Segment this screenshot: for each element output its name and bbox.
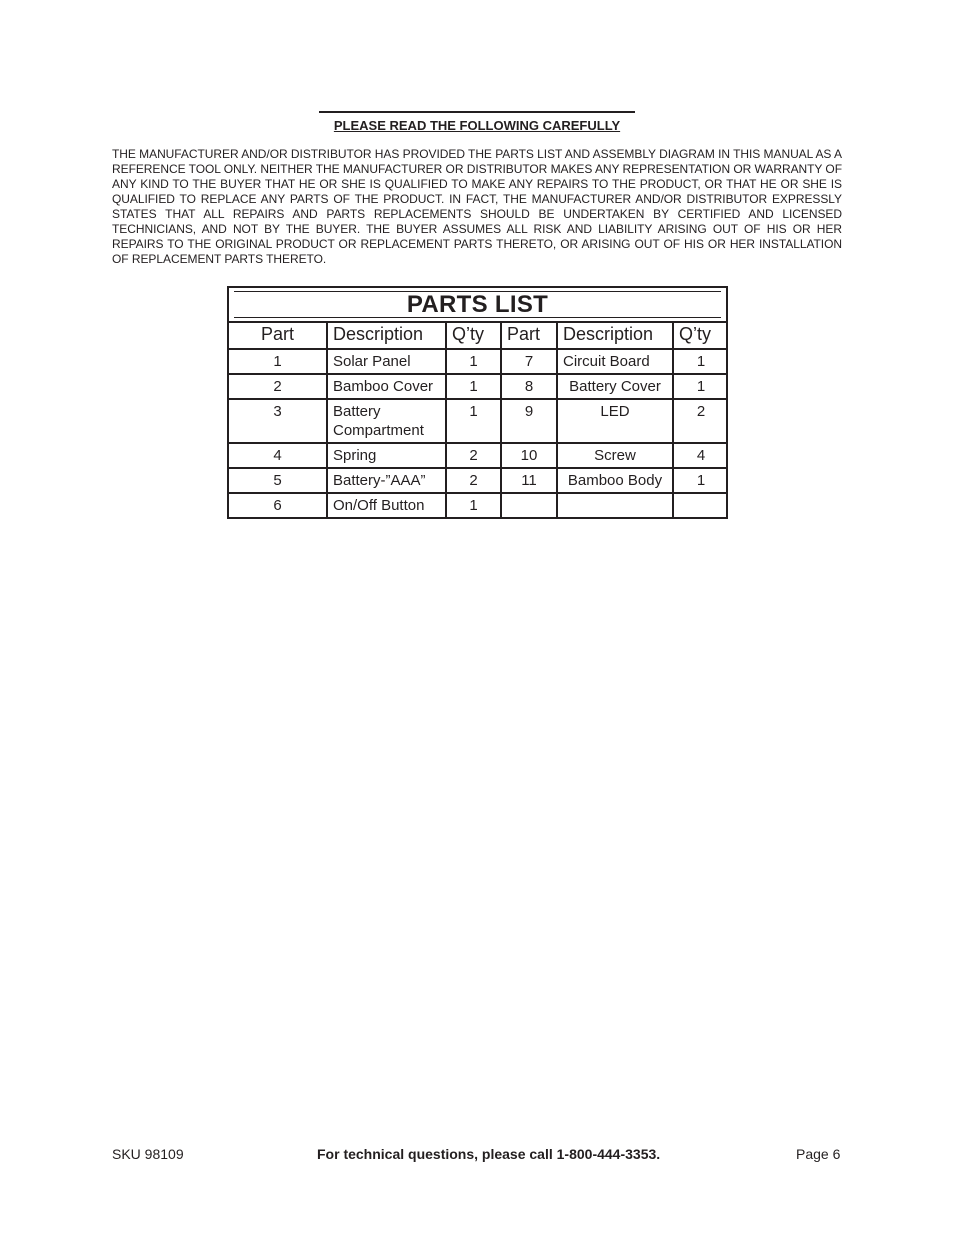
part-description: Battery Compartment — [327, 399, 446, 443]
part-description: Bamboo Body — [557, 468, 673, 493]
table-row — [229, 374, 728, 399]
notice-heading: PLEASE READ THE FOLLOWING CAREFULLY — [319, 111, 635, 133]
part-number: 9 — [501, 399, 557, 443]
part-qty: 2 — [673, 399, 728, 443]
part-number: 11 — [501, 468, 557, 493]
part-description: Solar Panel — [327, 349, 446, 374]
part-number: 3 — [229, 399, 327, 443]
header-part: Part — [229, 322, 327, 349]
table-row — [229, 349, 728, 374]
footer-tech-support: For technical questions, please call 1-800-444-3353. — [317, 1146, 661, 1162]
table-row — [229, 443, 728, 468]
part-number — [501, 493, 557, 518]
header-qty: Q’ty — [446, 322, 501, 349]
part-description: Battery Cover — [557, 374, 673, 399]
parts-table — [229, 321, 728, 519]
parts-table-header — [229, 322, 728, 349]
part-description: On/Off Button — [327, 493, 446, 518]
part-qty: 1 — [673, 374, 728, 399]
part-qty: 1 — [446, 374, 501, 399]
disclaimer-text: THE MANUFACTURER AND/OR DISTRIBUTOR HAS PROVIDED THE PARTS LIST AND ASSEMBLY DIAGRAM IN THIS MANUAL AS A REFERENCE TOOL ONLY. NEITHER THE MANUFACTURER OR DISTRIBUTOR MAKES ANY REPRESENTATION OR WARRANTY OF ANY KIND TO THE BUYER THAT HE OR SHE IS QUALIFIED TO MAKE ANY REPAIRS TO THE PRODUCT, OR THAT HE OR SHE IS QUALIFIED TO REPLACE ANY PARTS OF THE PRODUCT. IN FACT, THE MANUFACTURER AND/OR DISTRIBUTOR EXPRESSLY STATES THAT ALL REPAIRS AND PARTS REPLACEMENTS SHOULD BE UNDERTAKEN BY CERTIFIED AND LICENSED TECHNICIANS, AND NOT BY THE BUYER. THE BUYER ASSUMES ALL RISK AND LIABILITY ARISING OUT OF HIS OR HER REPAIRS TO THE ORIGINAL PRODUCT OR REPLACEMENT PARTS THERETO, OR ARISING OUT OF HIS OR HER INSTALLATION OF REPLACEMENT PARTS THERETO. — [112, 147, 843, 266]
header-part-2: Part — [501, 322, 557, 349]
part-qty — [673, 493, 728, 518]
header-qty-2: Q’ty — [673, 322, 728, 349]
part-number: 10 — [501, 443, 557, 468]
part-qty: 4 — [673, 443, 728, 468]
footer-page-number: Page 6 — [796, 1146, 841, 1162]
part-number: 8 — [501, 374, 557, 399]
header-description-2: Description — [557, 322, 673, 349]
part-description: Bamboo Cover — [327, 374, 446, 399]
table-row — [229, 399, 728, 443]
part-qty: 2 — [446, 443, 501, 468]
part-description: Battery-”AAA” — [327, 468, 446, 493]
header-description: Description — [327, 322, 446, 349]
parts-list-title: PARTS LIST — [234, 291, 721, 318]
part-description: Screw — [557, 443, 673, 468]
part-number: 5 — [229, 468, 327, 493]
footer-sku: SKU 98109 — [112, 1146, 184, 1162]
table-row — [229, 493, 728, 518]
part-qty: 1 — [446, 349, 501, 374]
part-number: 2 — [229, 374, 327, 399]
part-description: LED — [557, 399, 673, 443]
part-qty: 1 — [673, 349, 728, 374]
part-number: 1 — [229, 349, 327, 374]
part-description: Circuit Board — [557, 349, 673, 374]
part-qty: 1 — [446, 493, 501, 518]
part-qty: 1 — [446, 399, 501, 443]
table-row — [229, 468, 728, 493]
part-qty: 1 — [673, 468, 728, 493]
part-number: 4 — [229, 443, 327, 468]
parts-list-box — [227, 286, 728, 519]
part-description — [557, 493, 673, 518]
part-number: 6 — [229, 493, 327, 518]
part-qty: 2 — [446, 468, 501, 493]
part-description: Spring — [327, 443, 446, 468]
part-number: 7 — [501, 349, 557, 374]
